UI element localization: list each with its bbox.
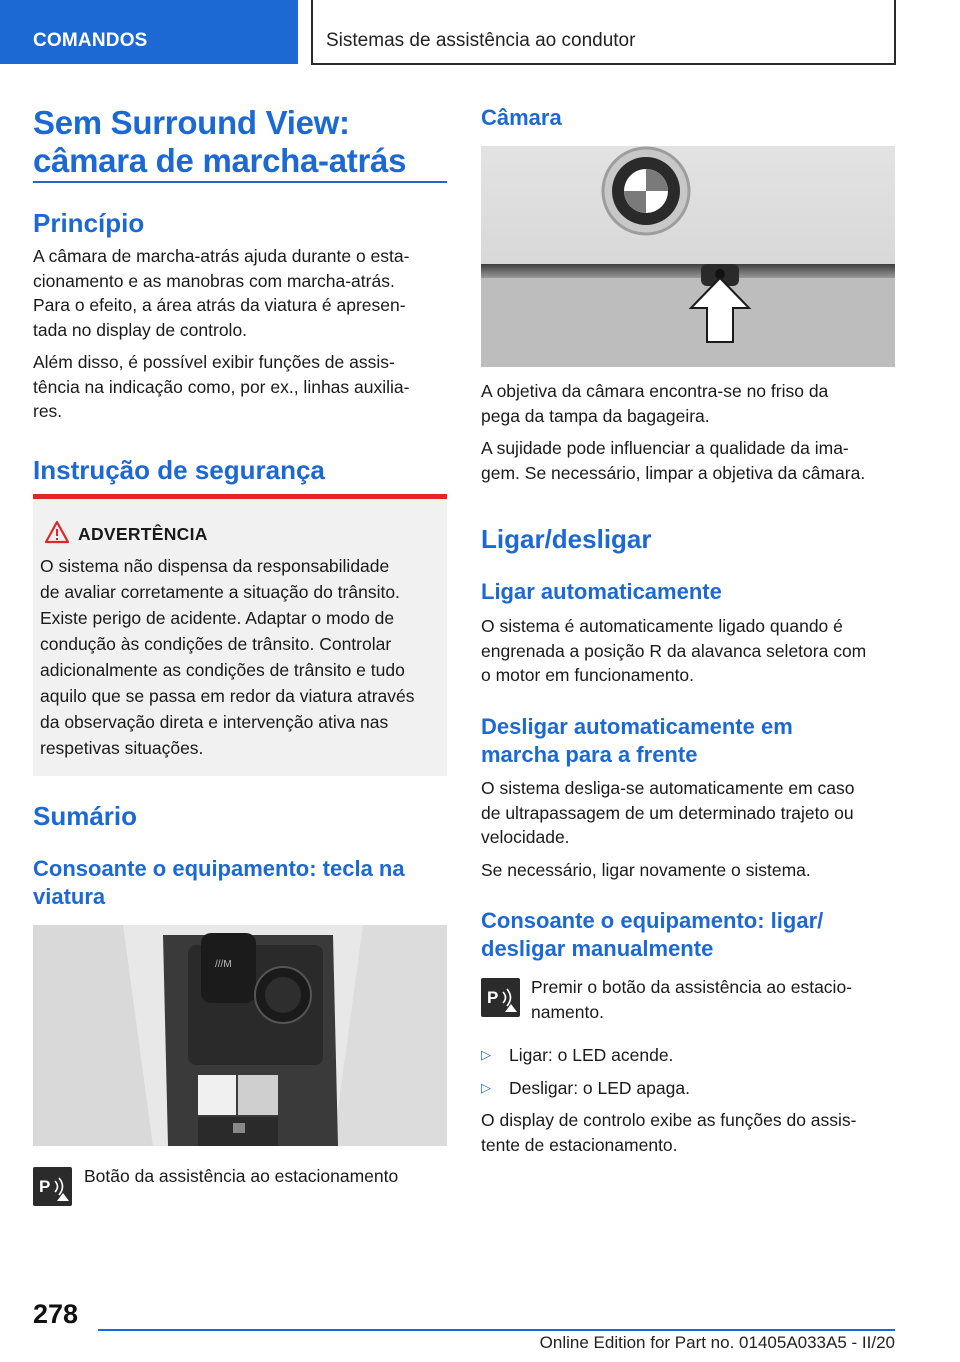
- park-assist-icon: [481, 978, 520, 1017]
- camera-text-2: A sujidade pode influenciar a qualidade da ima- gem. Se necessário, limpar a objetiva da câmara.: [481, 438, 866, 483]
- list-item: ▷ Ligar: o LED acende.: [481, 1045, 674, 1065]
- footer-rule: [98, 1329, 895, 1331]
- rear-camera-photo: [481, 146, 895, 367]
- manual-heading: Consoante o equipamento: ligar/ desligar manualmente: [481, 908, 824, 961]
- auto-off-text: O sistema desliga-se automaticamente em caso de ultrapassagem de um determinado trajeto ou velocidade.: [481, 778, 855, 847]
- camera-heading: Câmara: [481, 105, 562, 130]
- list-item: ▷ Desligar: o LED apaga.: [481, 1078, 690, 1098]
- page-number: 278: [33, 1299, 79, 1329]
- title-rule: [33, 181, 447, 183]
- page-title-line2: câmara de marcha-atrás: [33, 142, 407, 179]
- page-title-line1: Sem Surround View:: [33, 104, 350, 141]
- manual-instruction: Premir o botão da assistência ao estacio- namento.: [531, 977, 852, 1022]
- triangle-bullet-icon: ▷: [481, 1047, 491, 1062]
- camera-text-1: A objetiva da câmara encontra-se no friso da pega da tampa da bagageira.: [481, 381, 829, 426]
- svg-text:///M: ///M: [215, 959, 232, 970]
- center-console-photo: [33, 925, 447, 1146]
- warning-text: O sistema não dispensa da responsabilidade de avaliar corretamente a situação do trânsito. Existe perigo de acidente. Adaptar o modo de condução às condições de trânsito. Controlar adicionalmente as condições de trânsito e tudo aquilo que se passa em redor da viatura através da observação direta e intervenção ativa nas respetivas situações.: [40, 556, 415, 758]
- section-tab: [0, 0, 298, 64]
- warning-triangle-icon: [44, 520, 70, 544]
- warning-bar: [33, 494, 447, 499]
- auto-on-text: O sistema é automaticamente ligado quando é engrenada a posição R da alavanca seletora com o motor em funcionamento.: [481, 616, 867, 685]
- auto-off-heading: Desligar automaticamente em marcha para a frente: [481, 714, 793, 767]
- park-assist-icon: [33, 1167, 72, 1206]
- warning-title: ADVERTÊNCIA: [78, 524, 208, 544]
- button-caption: Botão da assistência ao estacionamento: [84, 1166, 399, 1186]
- final-text: O display de controlo exibe as funções do assis- tente de estacionamento.: [481, 1110, 857, 1155]
- principio-text-2: Além disso, é possível exibir funções de assis- tência na indicação como, por ex., linhas auxilia- res.: [33, 352, 410, 421]
- svg-text:P: P: [487, 988, 499, 1007]
- edition-note: Online Edition for Part no. 01405A033A5 - II/20: [539, 1333, 895, 1352]
- section-label: COMANDOS: [33, 30, 148, 51]
- principio-text-1: A câmara de marcha-atrás ajuda durante o esta- cionamento e as manobras com marcha-atrás. Para o efeito, a área atrás da viatura é apresen- tada no display de controlo.: [33, 246, 410, 340]
- principio-heading: Princípio: [33, 208, 145, 238]
- sumario-heading: Sumário: [33, 801, 138, 831]
- chapter-title: Sistemas de assistência ao condutor: [326, 30, 636, 51]
- onoff-heading: Ligar/desligar: [481, 524, 652, 554]
- equip-heading: Consoante o equipamento: tecla na viatura: [33, 856, 405, 909]
- auto-off-text-2: Se necessário, ligar novamente o sistema.: [481, 860, 811, 880]
- triangle-bullet-icon: ▷: [481, 1080, 491, 1095]
- safety-heading: Instrução de segurança: [33, 455, 325, 485]
- svg-text:P: P: [39, 1177, 51, 1196]
- auto-on-heading: Ligar automaticamente: [481, 579, 722, 604]
